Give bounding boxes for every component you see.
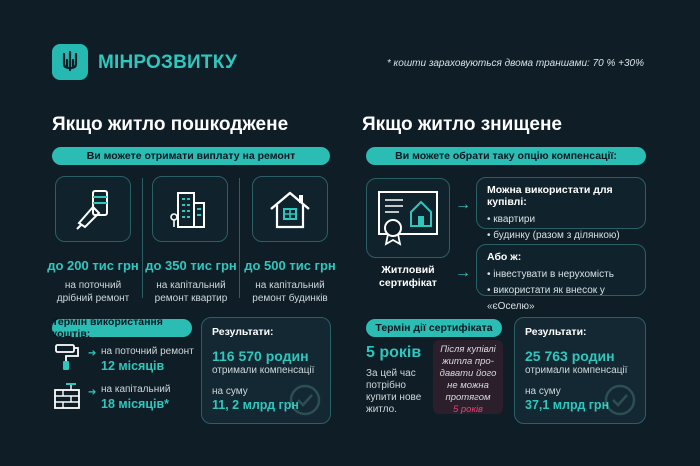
check-icon <box>603 383 637 417</box>
damaged-term-banner: Термін використання коштів: <box>52 319 192 337</box>
damaged-title: Якщо житло пошкоджене <box>52 114 289 135</box>
certificate-label-line: Житловий <box>381 264 435 276</box>
results-sum-label: на суму <box>525 386 561 397</box>
brand-name: МІНРОЗВИТКУ <box>98 52 238 73</box>
certificate-icon <box>373 188 443 248</box>
term-arrow: ➔ <box>88 387 97 398</box>
term-desc-line: житло. <box>366 404 397 415</box>
term-desc-line: потрібно <box>366 380 406 391</box>
results-sum-label: на суму <box>212 386 248 397</box>
tier-desc: на капітальний <box>255 280 325 291</box>
option-item-text: квартири <box>493 214 536 225</box>
tier-2 <box>143 258 239 305</box>
term-desc <box>366 368 421 416</box>
term-value: 12 місяців <box>101 359 165 373</box>
house-icon <box>267 187 313 231</box>
option-purchase-card <box>476 177 646 241</box>
term-label: на капітальний <box>101 384 171 395</box>
results-title: Результати: <box>212 326 274 338</box>
damaged-banner: Ви можете отримати виплату на ремонт <box>52 147 330 165</box>
warning-line: житла про- <box>442 356 494 367</box>
certificate-label-line: сертифікат <box>379 277 437 289</box>
option-title: Можна використати для купівлі: <box>487 184 613 208</box>
destroyed-banner: Ви можете обрати таку опцію компенсації: <box>366 147 646 165</box>
option-item: • квартири <box>487 214 536 225</box>
warning-line: давати його <box>439 368 497 379</box>
term-item-2 <box>101 384 170 411</box>
option-item-text: будинку (разом з ділянкою) <box>493 230 620 241</box>
tier-desc: на поточний <box>64 280 122 291</box>
term-label: на поточний ремонт <box>101 346 194 357</box>
option-alternative-card <box>476 244 646 312</box>
arrow-icon: → <box>455 264 471 281</box>
option-item: • будинку (разом з ділянкою) <box>487 230 620 241</box>
results-sum: 37,1 млрд грн <box>525 398 610 412</box>
results-count: 116 570 родин <box>212 348 309 364</box>
tier-amount: до 350 тис грн <box>145 258 237 273</box>
tier-3 <box>242 258 338 305</box>
certificate-card <box>366 178 450 258</box>
tier-card-2 <box>152 176 228 242</box>
tier-desc: ремонт будинків <box>252 293 328 304</box>
damaged-results-card <box>201 317 331 424</box>
destroyed-term-banner: Термін дії сертифіката <box>366 319 502 337</box>
option-title: Або ж: <box>487 251 522 263</box>
term-desc-line: За цей час <box>366 368 416 379</box>
paint-brush-icon <box>71 187 115 231</box>
tier-card-3 <box>252 176 328 242</box>
results-count: 25 763 родин <box>525 348 615 364</box>
warning-line: Після купівлі <box>440 344 496 355</box>
term-value: 18 місяців* <box>101 397 170 411</box>
tier-desc: ремонт квартир <box>154 293 228 304</box>
check-icon <box>288 383 322 417</box>
destroyed-title: Якщо житло знищене <box>362 114 562 135</box>
destroyed-results-card <box>514 317 646 424</box>
warning-highlight: 5 років <box>452 404 484 415</box>
warning-line: не можна <box>447 380 489 391</box>
paint-roller-icon <box>52 342 82 377</box>
divider <box>239 178 240 298</box>
option-item-text: використати як внесок у «єОселю» <box>487 285 605 312</box>
results-sum: 11, 2 млрд грн <box>212 398 299 412</box>
tier-desc: дрібний ремонт <box>56 293 130 304</box>
apartment-building-icon <box>168 187 212 231</box>
term-item-1 <box>101 346 194 373</box>
tier-card-1 <box>55 176 131 242</box>
tier-1 <box>46 258 140 305</box>
results-title: Результати: <box>525 326 587 338</box>
certificate-label <box>366 264 450 290</box>
results-count-label: отримали компенсації <box>212 365 315 376</box>
brick-wall-icon <box>52 380 82 415</box>
term-desc-line: купити нове <box>366 392 422 403</box>
trident-icon <box>60 50 80 74</box>
resale-warning <box>433 340 503 414</box>
option-item-text: інвестувати в нерухомість <box>493 269 614 280</box>
brand-logo <box>52 44 88 80</box>
results-count-label: отримали компенсації <box>525 365 628 376</box>
term-value: 5 років <box>366 344 422 361</box>
option-item: • інвестувати в нерухомість <box>487 269 614 280</box>
term-arrow: ➔ <box>88 348 97 359</box>
arrow-icon: → <box>455 196 471 213</box>
warning-line: протягом <box>445 392 491 403</box>
tier-desc: на капітальний <box>156 280 226 291</box>
tranche-note: * кошти зараховуються двома траншами: 70 % +30% <box>386 58 644 69</box>
tier-amount: до 200 тис грн <box>47 258 139 273</box>
tier-amount: до 500 тис грн <box>244 258 336 273</box>
option-item: • використати як внесок у «єОселю» <box>487 285 605 312</box>
